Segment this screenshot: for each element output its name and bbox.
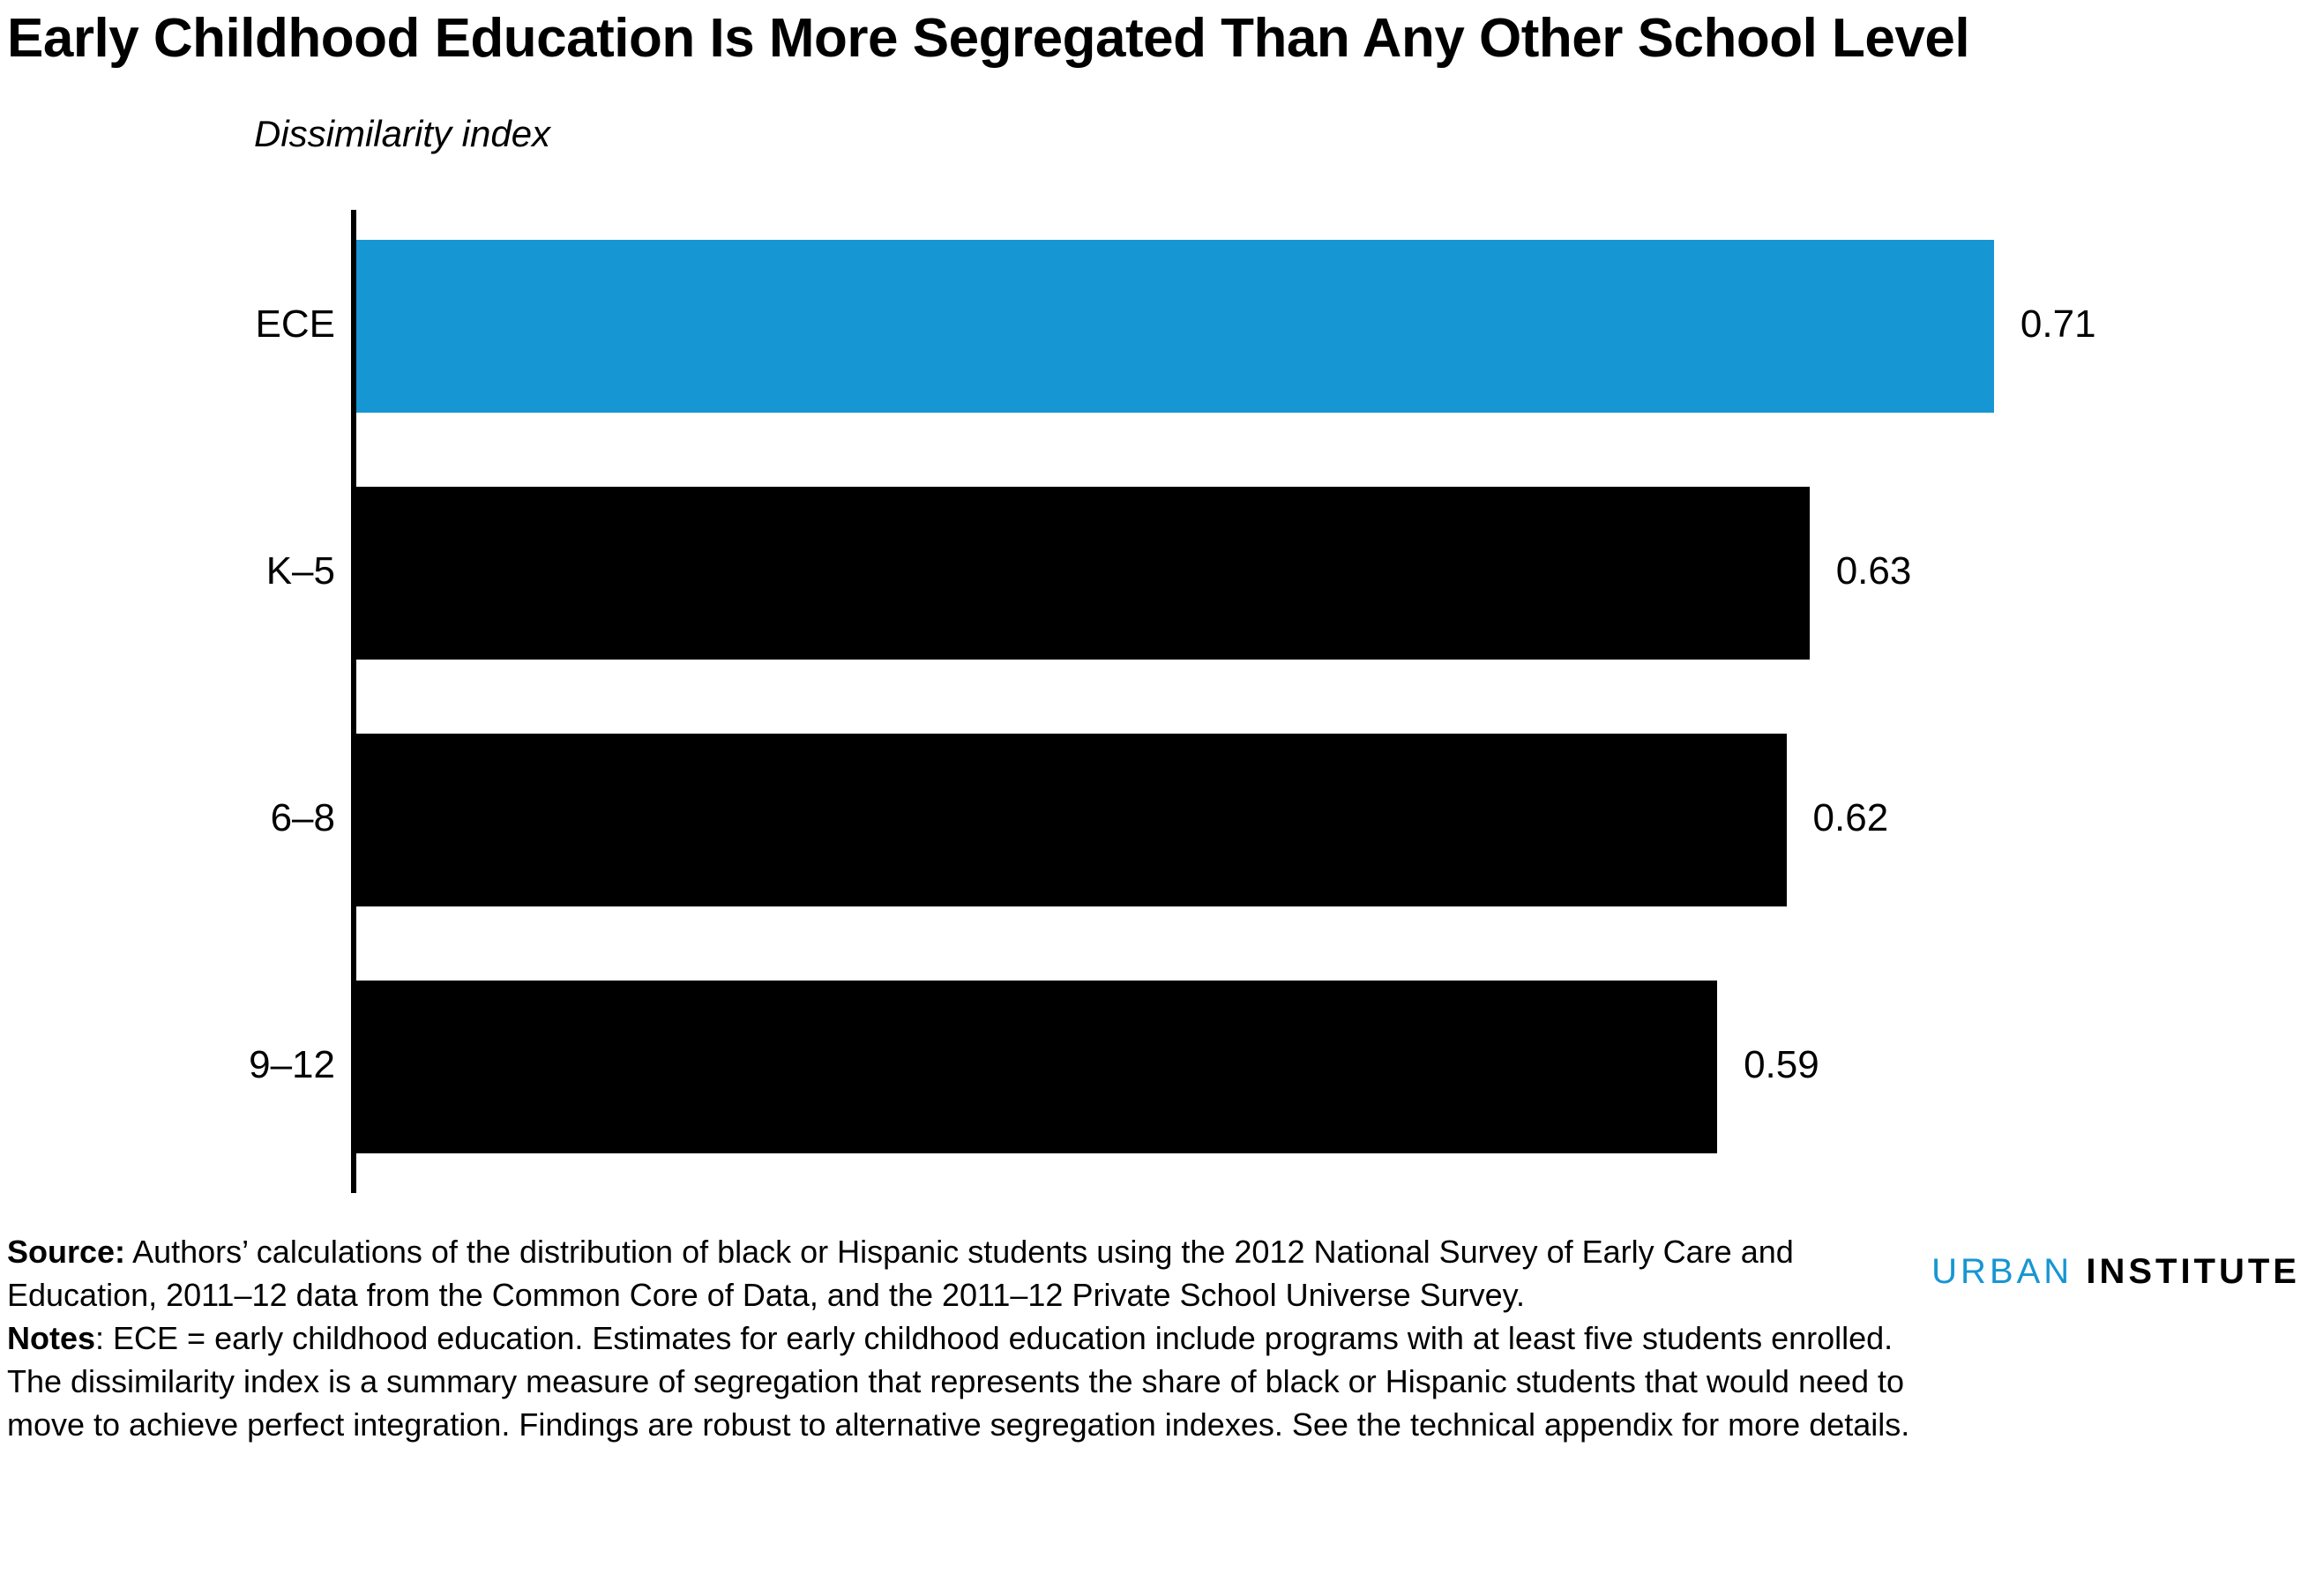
notes-text: : ECE = early childhood education. Estimates for early childhood education include programs with at least five students enrolled. The dissimilarity index is a summary measure of segregation that represents the share of black or Hispanic students that would need to move to achieve perfect integration. Findings are robust to alternative segregation indexes. See the technical appendix for more details. bbox=[7, 1320, 1910, 1443]
axis-label: Dissimilarity index bbox=[254, 113, 551, 154]
bar-9-12 bbox=[356, 981, 1717, 1153]
bar-series bbox=[249, 203, 2297, 1190]
urban-institute-logo bbox=[1931, 1252, 2300, 1292]
bar-value-label: 0.59 bbox=[1744, 1043, 1819, 1086]
bar-row bbox=[255, 203, 2297, 450]
bar-6-8 bbox=[356, 734, 1787, 906]
notes-label: Notes bbox=[7, 1320, 96, 1356]
bar-k5 bbox=[356, 487, 1810, 660]
bar-value-label: 0.63 bbox=[1835, 549, 1912, 593]
source-line bbox=[7, 1230, 1930, 1316]
chart-plot-area bbox=[0, 203, 2323, 1190]
bar-category-label: ECE bbox=[255, 302, 335, 346]
logo-institute-text: INSTITUTE bbox=[2086, 1252, 2300, 1291]
notes-line bbox=[7, 1316, 1930, 1446]
bar-value-label: 0.62 bbox=[1812, 796, 1889, 839]
source-text: Authors’ calculations of the distribution of black or Hispanic students using the 2012 National Survey of Early Care and Education, 2011–12 data from the Common Core of Data, and the 2011–12 Private School Universe Survey. bbox=[7, 1234, 1794, 1313]
bar-row bbox=[265, 450, 2297, 697]
page-title: Early Childhood Education Is More Segregated Than Any Other School Level bbox=[7, 8, 1970, 69]
logo-urban-text: URBAN bbox=[1931, 1252, 2073, 1291]
bar-row bbox=[249, 943, 2297, 1190]
bar-category-label: 9–12 bbox=[249, 1043, 335, 1086]
bar-value-label: 0.71 bbox=[2020, 302, 2096, 346]
bar-row bbox=[270, 697, 2297, 943]
bar-category-label: K–5 bbox=[265, 549, 335, 593]
footer-notes bbox=[7, 1230, 1930, 1446]
bar-ece bbox=[356, 240, 1994, 413]
source-label: Source: bbox=[7, 1234, 126, 1270]
bar-category-label: 6–8 bbox=[270, 796, 335, 839]
